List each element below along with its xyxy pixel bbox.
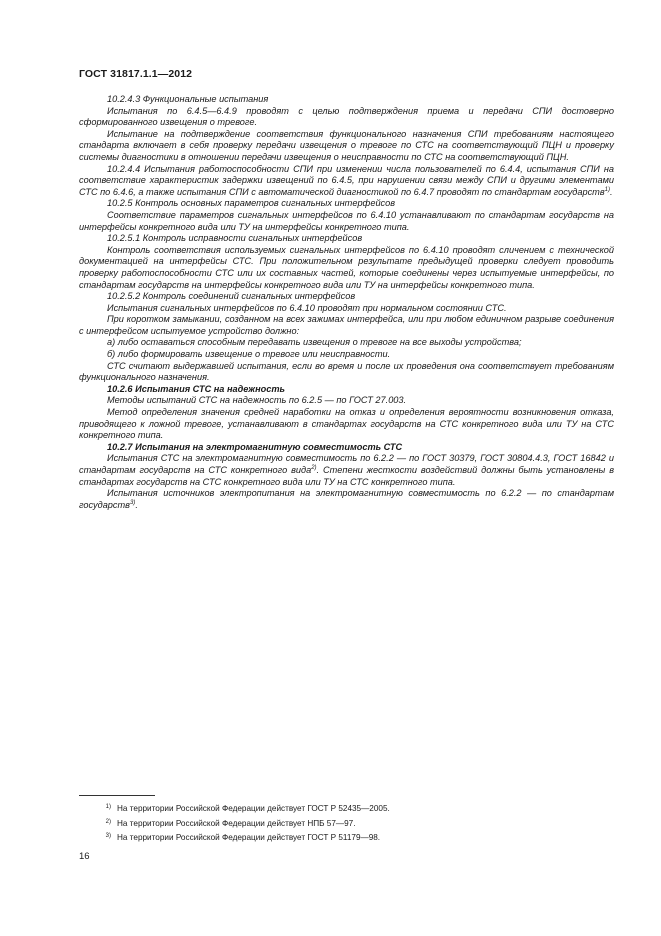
paragraph-text: 10.2.4.4 Испытания работоспособности СПИ при изменении числа пользователей по 6.4.4, испытания СПИ на соответствие характеристик задержки извещений по 6.4.5, при нарушении связи между СПИ и другими элементами СТС по 6.4.6, а также испытания СПИ с автоматической диагностикой по 6.4.7 проводят по стандартам государств — [79, 163, 614, 197]
list-item: а) либо оставаться способным передавать извещения о тревоге на все выходы устройства; — [107, 337, 522, 348]
section-heading: 10.2.7 Испытания на электромагнитную совместимость СТС — [107, 441, 403, 452]
footnote — [99, 830, 599, 845]
footnote-ref: 3) — [129, 499, 136, 506]
paragraph-text: Испытания источников электропитания на электромагнитную совместимость по 6.2.2 — по стандартам государств — [79, 488, 614, 510]
section-heading: 10.2.6 Испытания СТС на надежность — [107, 383, 285, 394]
footnote-text: На территории Российской Федерации действует НПБ 57—97. — [117, 818, 356, 828]
paragraph: Испытания по 6.4.5—6.4.9 проводят с целью подтверждения приема и передачи СПИ достоверно сформированного извещения о тревоге. — [79, 105, 614, 128]
paragraph: Испытание на подтверждение соответствия функционального назначения СПИ требованиям настоящего стандарта включает в себя проверку передачи извещения о тревоге по СТС на соответствующий ПЦН и проверку системы диагностики в отношении передачи извещения о неисправности по СТС на соответствующий ПЦН. — [79, 128, 614, 162]
clause-heading: 10.2.5.2 Контроль соединений сигнальных интерфейсов — [107, 291, 356, 302]
paragraph: Испытания сигнальных интерфейсов по 6.4.10 проводят при нормальном состоянии СТС. — [107, 302, 507, 313]
footnote-text: На территории Российской Федерации действует ГОСТ Р 52435—2005. — [117, 804, 390, 813]
footnote-number: 2) — [105, 818, 111, 825]
paragraph: Испытания СТС на электромагнитную совместимость по 6.2.2 — по ГОСТ 30379, ГОСТ 30804.4.3, ГОСТ 16842 и стандартам государств на СТС конкретного вида$^{2)}$. Степени жесткости воздействий должны быть установлены в стандартах государств на СТС конкретного вида или ТУ на СТС конкретного типа. — [79, 453, 614, 487]
footnote-number: 1) — [105, 804, 111, 810]
page-header: ГОСТ 31817.1.1—2012 — [79, 68, 193, 80]
paragraph: Контроль соответствия используемых сигнальных интерфейсов по 6.4.10 проводят сличением с технической документацией на интерфейсы СТС. При положительном результате предыдущей проверки следует проводить проверку работоспособности СТС или их составных частей, которые соединены через испытуемые интерфейсы, по стандартам государств на интерфейсы конкретного вида или ТУ на интерфейсы конкретного типа. — [79, 244, 614, 290]
paragraph: Методы испытаний СТС на надежность по 6.2.5 — по ГОСТ 27.003. — [107, 395, 407, 406]
clause-heading: 10.2.5 Контроль основных параметров сигнальных интерфейсов — [107, 198, 396, 209]
footnote-separator — [79, 795, 155, 796]
footnote-ref: 2) — [311, 464, 317, 471]
page-number: 16 — [79, 851, 90, 862]
footnotes — [99, 801, 599, 845]
clause-heading: 10.2.4.3 Функциональные испытания — [107, 94, 269, 104]
paragraph-text: Испытания СТС на электромагнитную совместимость по 6.2.2 — по ГОСТ 30379, ГОСТ 30804.4.3, ГОСТ 16842 и стандартам государств на СТС конкретного вида — [79, 453, 614, 475]
clause-heading: 10.2.5.1 Контроль исправности сигнальных интерфейсов — [107, 233, 363, 244]
paragraph: Метод определения значения средней наработки на отказ и определения вероятности возникновения отказа, приводящего к ложной тревоге, устанавливают в стандартах государств на СТС конкретного вида или ТУ на СТС конкретного типа. — [79, 407, 614, 441]
paragraph: Испытания источников электропитания на электромагнитную совместимость по 6.2.2 — по стандартам государств$^{3)}$. — [79, 488, 614, 510]
footnote-text: На территории Российской Федерации действует ГОСТ Р 51179—98. — [117, 833, 381, 843]
footnote — [99, 801, 599, 816]
footnote-ref: 1) — [604, 186, 610, 193]
paragraph-text: Степени жесткости воздействий должны быть установлены в стандартах государств на СТС конкретного вида или ТУ на СТС конкретного типа. — [79, 465, 614, 487]
paragraph: 10.2.4.4 Испытания работоспособности СПИ при изменении числа пользователей по 6.4.4, испытания СПИ на соответствие характеристик задержки извещений по 6.4.5, при нарушении связи между СПИ и другими элементами СТС по 6.4.6, а также испытания СПИ с автоматической диагностикой по 6.4.7 проводят по стандартам государств$^{1)}$. — [79, 163, 614, 197]
paragraph: При коротком замыкании, созданном на всех зажимах интерфейса, или при любом единичном разрыве соединения с интерфейсом испытуемое устройство должно: — [79, 314, 614, 336]
list-item: б) либо формировать извещение о тревоге или неисправности. — [107, 349, 391, 360]
footnote-number: 3) — [105, 833, 111, 840]
body-text — [79, 94, 614, 511]
footnote — [99, 816, 599, 831]
paragraph: СТС считают выдержавшей испытания, если во время и после их проведения она соответствует требованиям функционального назначения. — [79, 360, 614, 383]
paragraph: Соответствие параметров сигнальных интерфейсов по 6.4.10 устанавливают по стандартам государств на интерфейсы конкретного вида или ТУ на интерфейсы конкретного типа. — [79, 209, 614, 232]
